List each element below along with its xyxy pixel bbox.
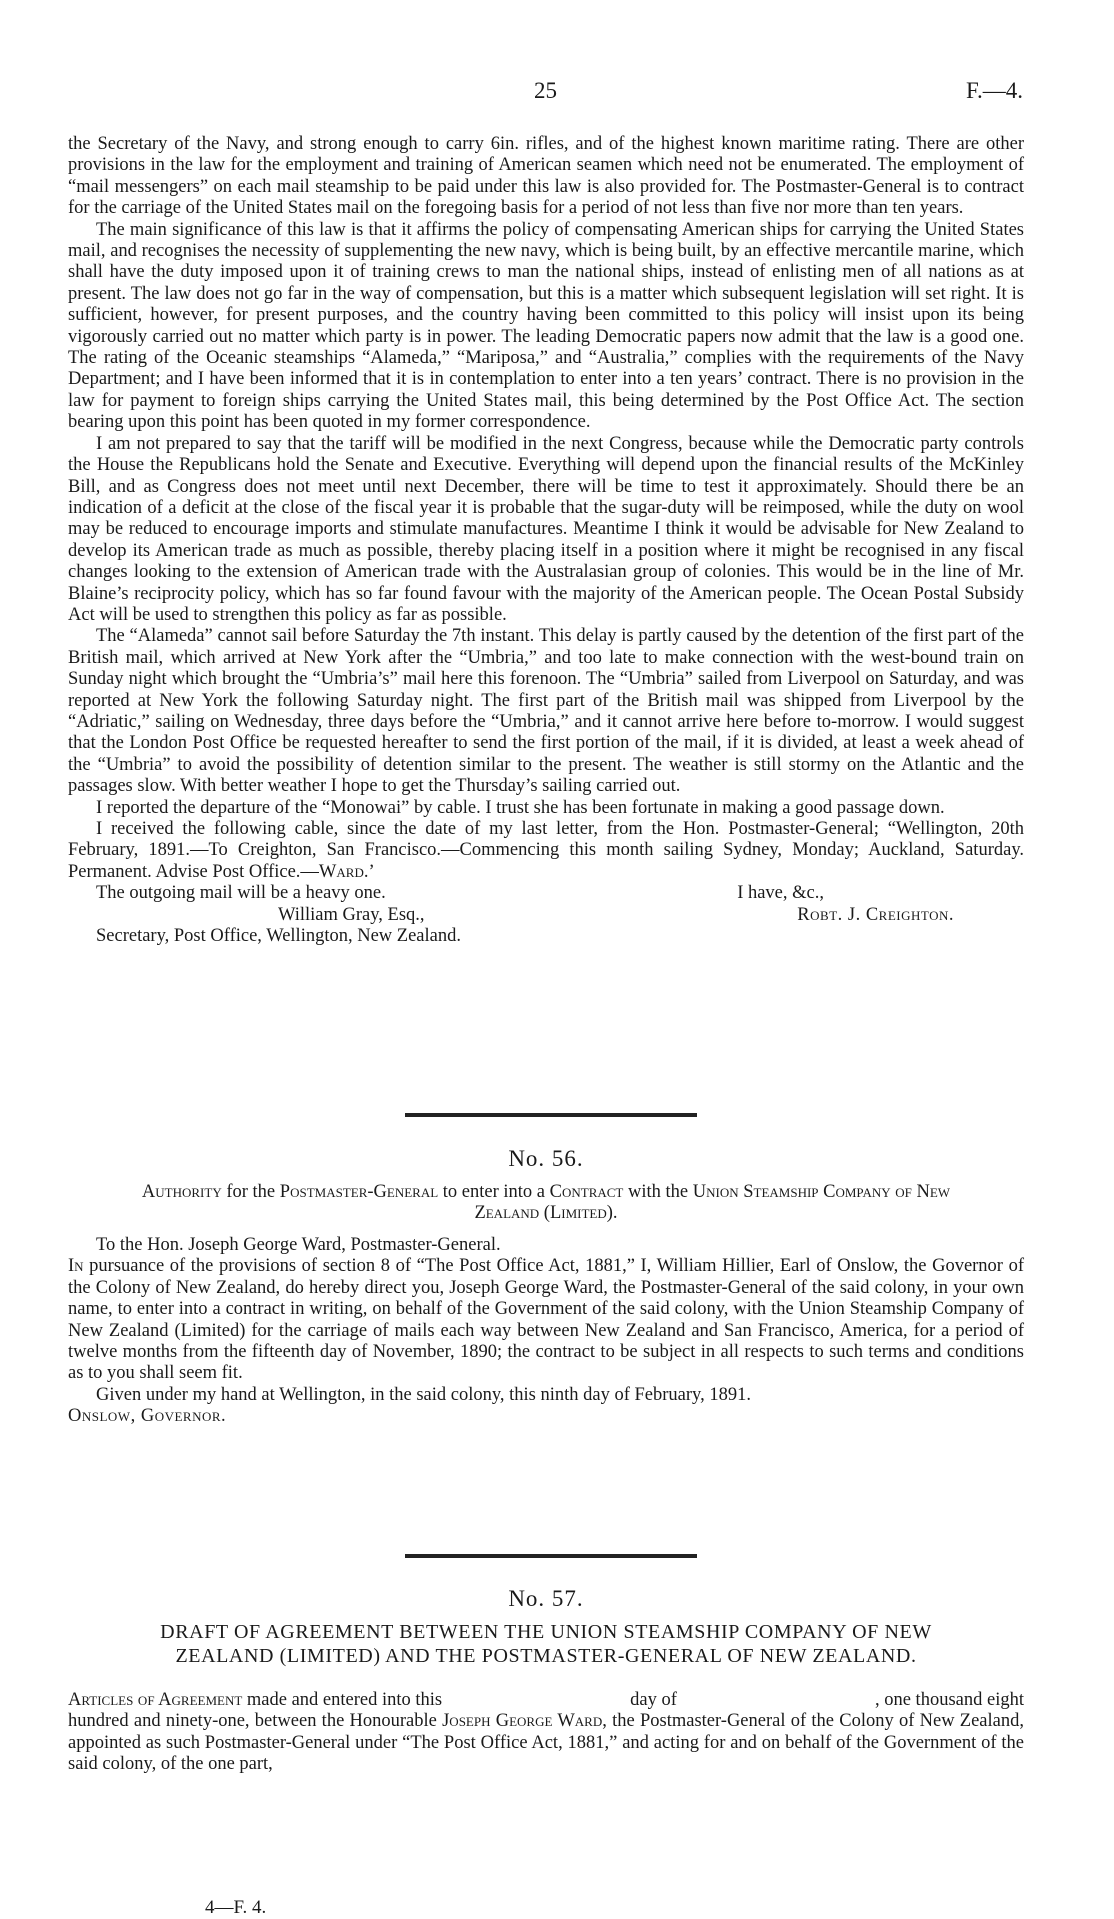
section-heading-56: No. 56. (508, 1146, 584, 1171)
governor-signature: Onslow, Governor. (68, 1406, 227, 1427)
agreement-text: , the Postmaster-General of the Colony of New Zealand, appointed as such Postmaster-General under “The Post Office Act, 1881,” and acting for and on behalf of the Government of the said colony, of the one part, (68, 1711, 1024, 1775)
agreement-day-of: day of (630, 1690, 677, 1710)
document-code: F.—4. (966, 78, 1023, 103)
draft-title-line: DRAFT OF AGREEMENT BETWEEN THE UNION STEAMSHIP COMPANY OF NEW (160, 1621, 932, 1643)
agreement-text: made and entered into this (242, 1690, 443, 1710)
title-part: Authority (141, 1182, 222, 1202)
closing-phrase: I have, &c., (737, 883, 824, 904)
authority-title (68, 1182, 1024, 1225)
title-part: Union Steamship Company of New Zealand (Limited) (474, 1182, 951, 1224)
authority-paragraph (68, 1256, 1024, 1384)
authority-body (68, 1235, 1024, 1428)
addressee-title: Secretary, Post Office, Wellington, New Zealand. (96, 926, 461, 947)
agreement-body (68, 1690, 1024, 1776)
section-heading-57: No. 57. (508, 1586, 584, 1611)
title-part: Postmaster-General (279, 1182, 439, 1202)
page-footer: 4—F. 4. (205, 1897, 267, 1918)
section-divider (405, 1554, 697, 1558)
paragraph: I reported the departure of the “Monowai” by cable. I trust she has been fortunate in making a good passage down. (96, 797, 945, 818)
drop-lead: In (68, 1256, 84, 1277)
agreement-text: hundred and ninety-one, between the Honourable (68, 1711, 443, 1732)
letter-signature: Robt. J. Creighton. (797, 904, 954, 925)
cable-signature: Ward (318, 861, 364, 882)
cable-text: I received the following cable, since the date of my last letter, from the Hon. Postmaster-General; “Wellington, 20th February, 1891.—To Creighton, San Francisco.—Commencing this month sailing Sydney, Monday; Auckland, Saturday. Permanent. Advise Post Office.— (68, 819, 1024, 882)
signature-row (68, 905, 1024, 926)
title-part: for the (221, 1182, 280, 1202)
title-part: with the (623, 1182, 693, 1202)
section-divider (405, 1113, 697, 1117)
agreement-year: , one thousand eight (874, 1690, 1024, 1710)
paragraph: The main significance of this law is that it affirms the policy of compensating American ships for carrying the United States mail, and recognises the necessity of supplementing the new navy, which is being built, by an effective mercantile marine, which shall have the duty imposed upon it of training crews to man the national ships, instead of enlisting men of all nations as at present. The law does not go far in the way of compensation, but this is a matter which subsequent legislation will set right. It is sufficient, however, for present purposes, and the country having been committed to this policy will insist upon its being vigorously carried out no matter which party is in power. The leading Democratic papers now admit that the law is a good one. The rating of the Oceanic steamships “Alameda,” “Mariposa,” and “Australia,” complies with the requirements of the Navy Department; and I have been informed that it is in contemplation to enter into a ten years’ contract. There is no provision in the law for payment to foreign ships carrying the United States mail, this being determined by the Post Office Act. The section bearing upon this point has been quoted in my former correspondence. (68, 219, 1024, 433)
title-part: Contract (549, 1182, 624, 1202)
title-part: to enter into a (438, 1182, 550, 1202)
agreement-first-line (68, 1690, 1024, 1711)
letter-body (68, 134, 1024, 947)
agreement-paragraph (68, 1711, 1024, 1775)
addressee-name: William Gray, Esq., (278, 904, 425, 925)
draft-title-line: ZEALAND (LIMITED) AND THE POSTMASTER-GENERAL OF NEW ZEALAND. (175, 1645, 917, 1667)
draft-title (68, 1620, 1024, 1668)
salutation: To the Hon. Joseph George Ward, Postmaster-General. (96, 1235, 501, 1255)
paragraph (68, 819, 1024, 883)
given-under-hand: Given under my hand at Wellington, in the said colony, this ninth day of February, 1891. (96, 1384, 751, 1405)
agreement-lead: Articles of Agreement (68, 1690, 243, 1710)
title-part: . (612, 1203, 618, 1224)
outgoing-mail-note: The outgoing mail will be a heavy one. (96, 883, 386, 904)
paragraph: I am not prepared to say that the tariff will be modified in the next Congress, because while the Democratic party controls the House the Republicans hold the Senate and Executive. Everything will depend upon the financial results of the McKinley Bill, and as Congress does not meet until next December, there will be time to test it approximately. Should there be an indication of a deficit at the close of the fiscal year it is probable that the sugar-duty will be reimposed, while the duty on wool may be reduced to encourage imports and stimulate manufactures. Meantime I think it would be advisable for New Zealand to develop its American trade as much as possible, thereby placing itself in a position where it might be recognised in any fiscal changes looking to the extension of American trade with the Australasian group of colonies. This would be in the line of Mr. Blaine’s reciprocity policy, which has so far found favour with the majority of the American people. The Ocean Postal Subsidy Act will be used to strengthen this policy as far as possible. (68, 433, 1024, 625)
authority-text: pursuance of the provisions of section 8 of “The Post Office Act, 1881,” I, William Hillier, Earl of Onslow, the Governor of the Colony of New Zealand, do hereby direct you, Joseph George Ward, the Postmaster-General of the said colony, in your own name, to enter into a contract in writing, on behalf of the Government of the said colony, with the Union Steamship Company of New Zealand (Limited) for the carriage of mails each way between New Zealand and San Francisco, America, for a period of twelve months from the fifteenth day of November, 1890; the contract to be subject in all respects to such terms and conditions as to you shall seem fit. (68, 1256, 1024, 1384)
closing-row (68, 883, 1024, 904)
cable-end: .’ (363, 861, 375, 882)
paragraph: The “Alameda” cannot sail before Saturday the 7th instant. This delay is partly caused by the detention of the first part of the British mail, which arrived at New York after the “Umbria,” and too late to make connection with the west-bound train on Sunday night which brought the “Umbria’s” mail here this forenoon. The “Umbria” sailed from Liverpool on Saturday, and was reported at New York the following Saturday night. The first part of the British mail was shipped from Liverpool by the “Adriatic,” sailing on Wednesday, three days before the “Umbria,” and it cannot arrive here before to-morrow. I would suggest that the London Post Office be requested hereafter to send the first portion of the mail, if it is divided, at least a week ahead of the “Umbria” to avoid the possibility of detention similar to the present. The weather is still stormy on the Atlantic and the passages slow. With better weather I hope to get the Thursday’s sailing carried out. (68, 626, 1024, 797)
page-number: 25 (534, 78, 557, 103)
agreement-name: Joseph George Ward (442, 1711, 603, 1732)
page-header (68, 78, 1023, 108)
paragraph: the Secretary of the Navy, and strong enough to carry 6in. rifles, and of the highest known maritime rating. There are other provisions in the law for the employment and training of American seamen which need not be enumerated. The employment of “mail messengers” on each mail steamship to be paid under this law is also provided for. The Postmaster-General is to contract for the carriage of the United States mail on the foregoing basis for a period of not less than five nor more than ten years. (68, 134, 1024, 219)
